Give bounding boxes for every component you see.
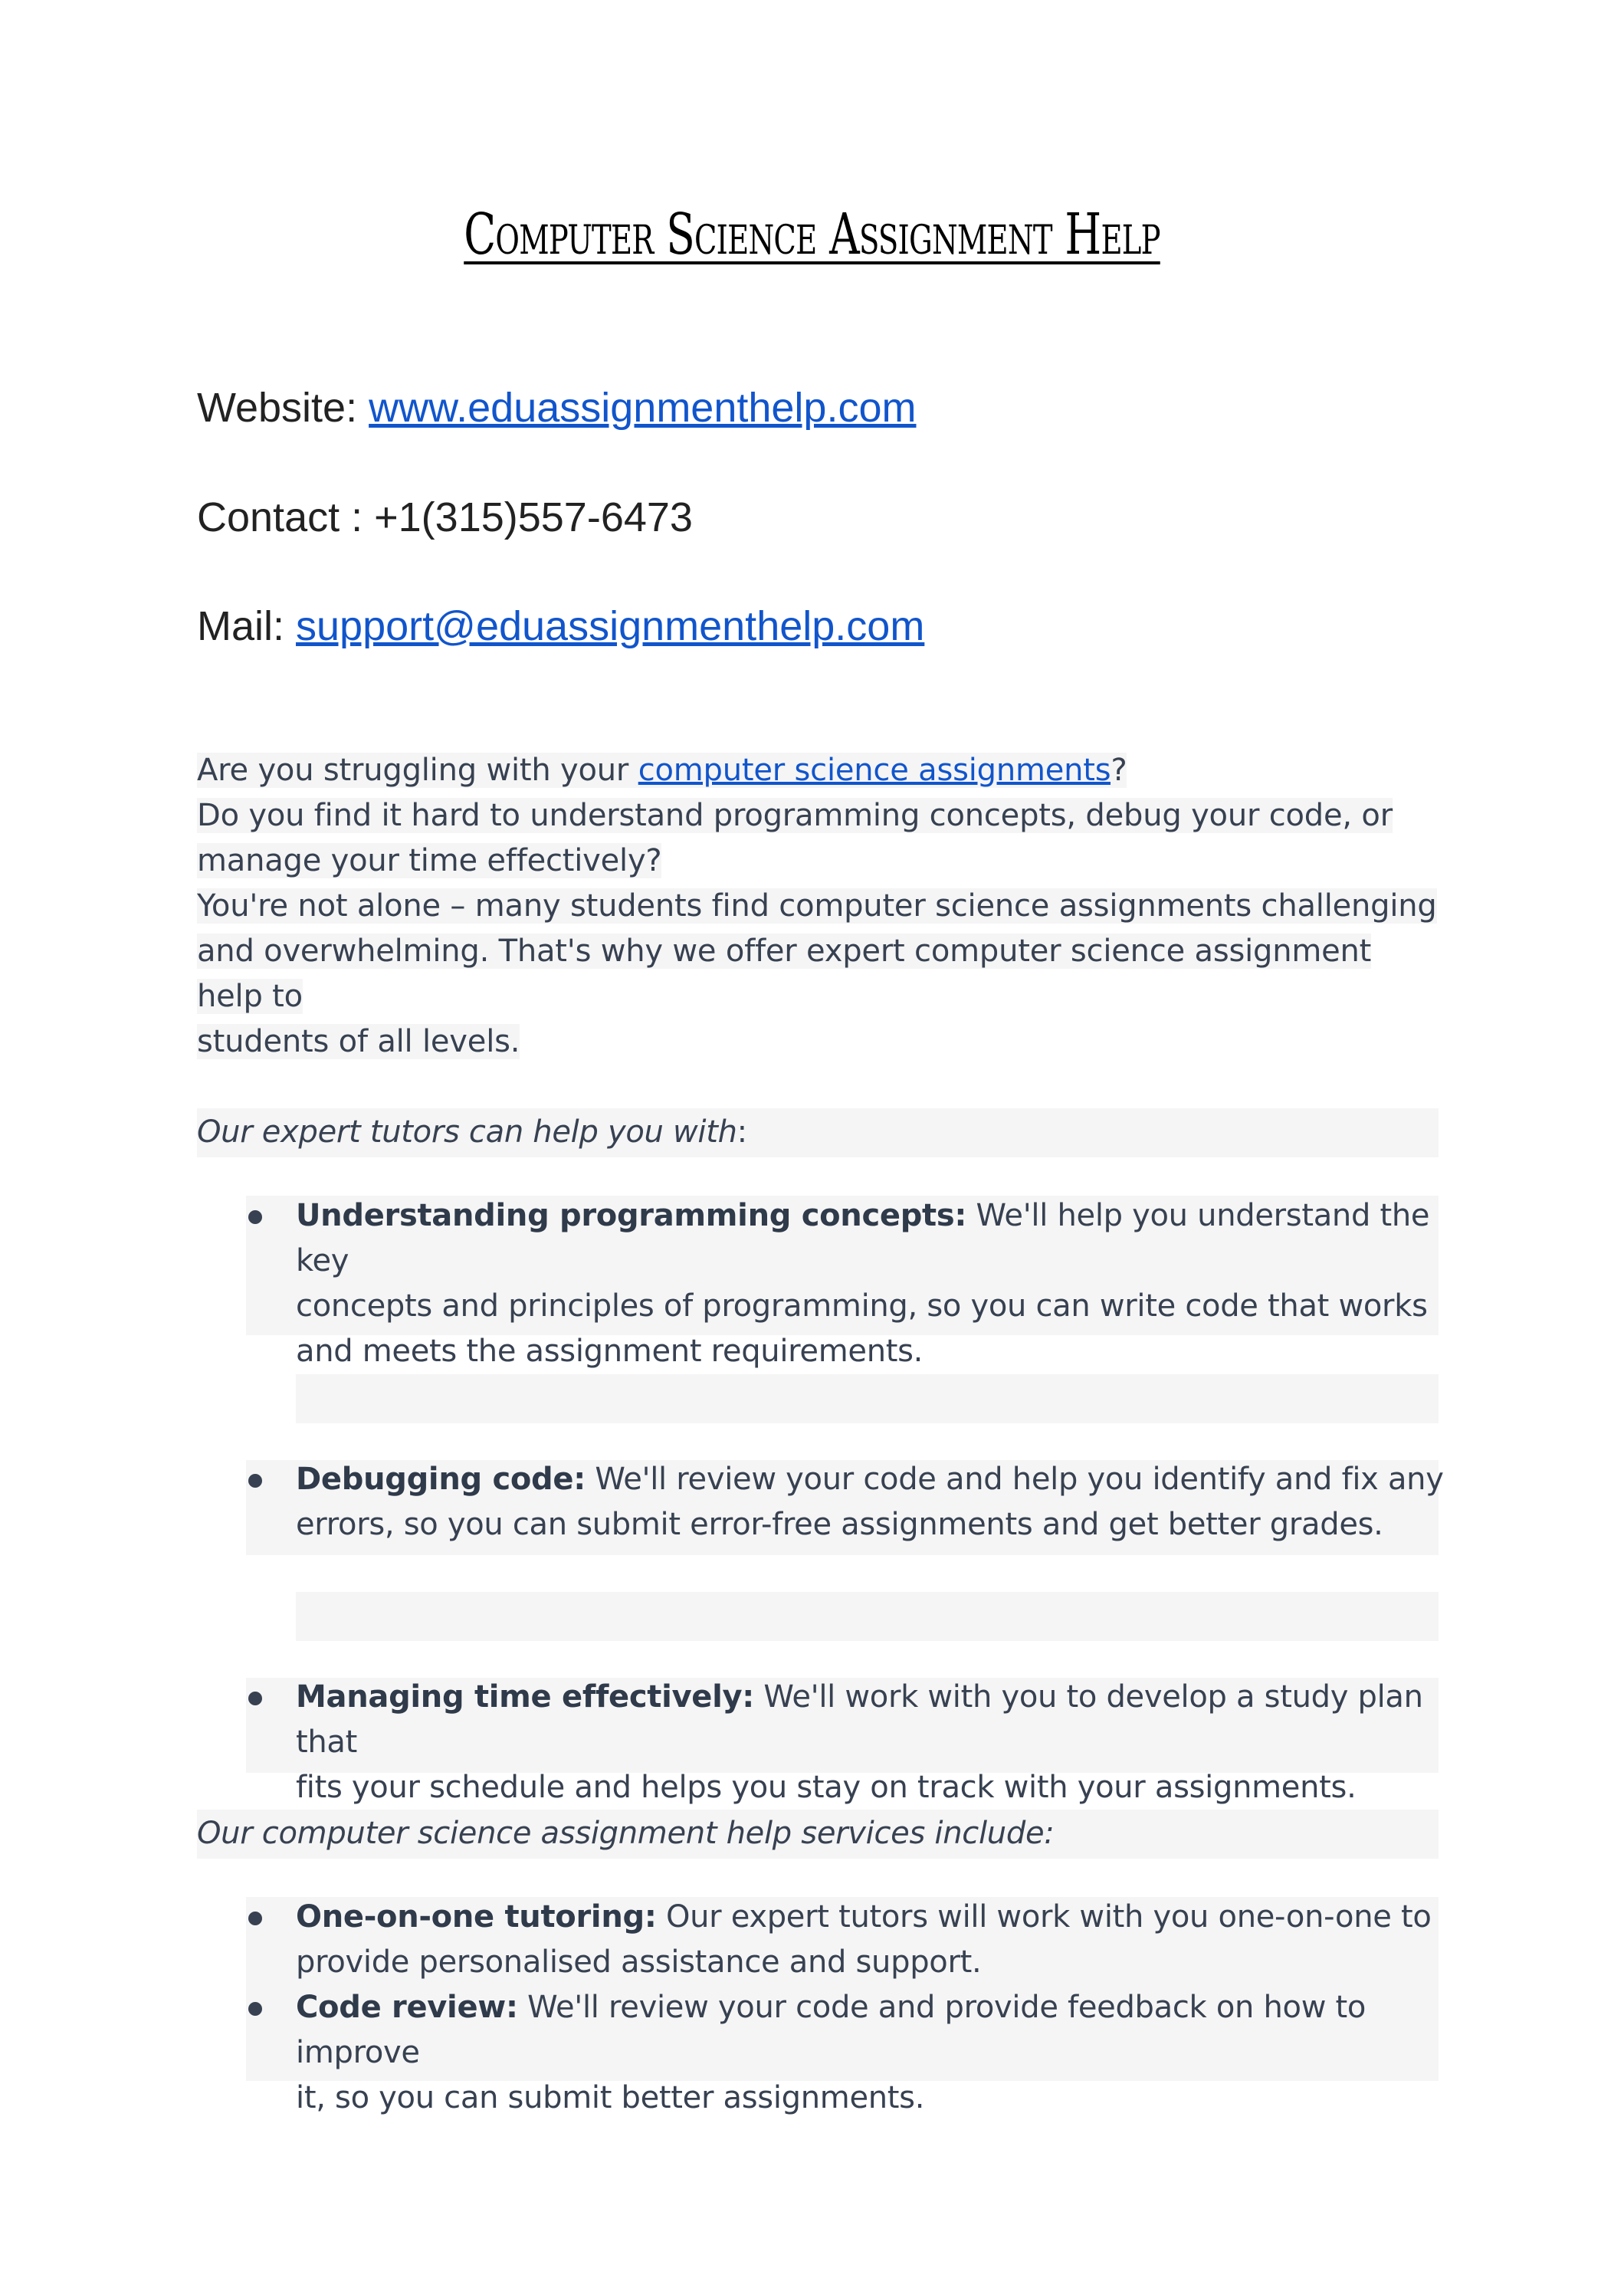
- tutors-heading-text: Our expert tutors can help you with: [197, 1114, 737, 1150]
- services-heading: [197, 1810, 1054, 1857]
- tutor-item-3-line-1: [296, 1675, 1445, 1765]
- tutor-item-1-line-2: concepts and principles of programming, so you can write code that works: [296, 1288, 1428, 1324]
- mail-line: [197, 602, 924, 651]
- service-item-1-title: One-on-one tutoring:: [296, 1899, 657, 1935]
- tutor-item-3-text-1: We'll work with you to develop a study plan that: [296, 1679, 1423, 1760]
- intro-line-2-text: Do you find it hard to understand programming concepts, debug your code, or: [197, 798, 1393, 833]
- intro-line-2: [197, 793, 1439, 839]
- intro-line-1-end: ?: [1111, 753, 1127, 788]
- tutor-item-1-line-1: [296, 1193, 1445, 1284]
- service-item-2: [296, 1985, 1445, 2121]
- contact-line: [197, 493, 693, 543]
- title-text: Computer Science Assignment Help: [464, 202, 1160, 267]
- intro-line-1-text: Are you struggling with your: [197, 753, 638, 788]
- tutor-item-1-text-1: We'll help you understand the key: [296, 1198, 1430, 1278]
- service-item-2-title: Code review:: [296, 1990, 518, 2025]
- tutor-item-2-text-1: We'll review your code and help you identify and fix any: [585, 1462, 1444, 1497]
- intro-line-3: [197, 839, 1439, 884]
- tutor-item-2-title: Debugging code:: [296, 1462, 586, 1497]
- intro-line-3-text: manage your time effectively?: [197, 843, 662, 878]
- intro-line-5-text: and overwhelming. That's why we offer expert computer science assignment help to: [197, 934, 1372, 1014]
- bullet-icon: [248, 2002, 262, 2016]
- intro-paragraph: [197, 748, 1439, 1065]
- bullet-icon: [248, 1692, 262, 1705]
- assignments-link[interactable]: computer science assignments: [638, 753, 1111, 788]
- tutor-item-2-line-1: [296, 1457, 1445, 1502]
- service-item-2-text-1: We'll review your code and provide feedback on how to improve: [296, 1990, 1366, 2070]
- empty-row-bg: [296, 1374, 1439, 1423]
- intro-line-1: [197, 748, 1439, 793]
- tutors-heading-colon: :: [737, 1114, 747, 1150]
- mail-link[interactable]: support@eduassignmenthelp.com: [296, 603, 925, 649]
- website-label: Website:: [197, 385, 369, 431]
- tutor-item-2-line-2: errors, so you can submit error-free assignments and get better grades.: [296, 1507, 1383, 1542]
- tutor-item-1-title: Understanding programming concepts:: [296, 1198, 967, 1233]
- page-title: [211, 201, 1412, 269]
- bullet-icon: [248, 1210, 262, 1224]
- service-item-1-text-1: Our expert tutors will work with you one-on-one to: [656, 1899, 1432, 1935]
- services-heading-text: Our computer science assignment help services include:: [197, 1816, 1055, 1851]
- tutor-item-2: [296, 1457, 1445, 1547]
- bullet-icon: [248, 1912, 262, 1925]
- website-line: [197, 383, 916, 433]
- service-item-2-line-1: [296, 1985, 1445, 2076]
- service-item-2-line-2: it, so you can submit better assignments.: [296, 2080, 925, 2115]
- intro-line-4: [197, 884, 1439, 929]
- service-item-1: [296, 1895, 1445, 1985]
- service-item-1-line-2: provide personalised assistance and support.: [296, 1944, 982, 1980]
- tutor-item-3: [296, 1675, 1445, 1810]
- tutor-item-1-line-3: and meets the assignment requirements.: [296, 1334, 924, 1369]
- tutors-heading: [197, 1108, 747, 1156]
- tutor-item-3-title: Managing time effectively:: [296, 1679, 755, 1715]
- mail-label: Mail:: [197, 603, 297, 649]
- service-item-1-line-1: [296, 1895, 1445, 1940]
- intro-line-5: [197, 929, 1439, 1019]
- empty-row-bg: [296, 1592, 1439, 1641]
- tutor-item-1: [296, 1193, 1445, 1374]
- intro-line-6: [197, 1019, 1439, 1065]
- intro-line-6-text: students of all levels.: [197, 1024, 520, 1059]
- contact-phone: +1(315)557-6473: [374, 494, 693, 540]
- website-link[interactable]: www.eduassignmenthelp.com: [369, 385, 917, 431]
- tutor-item-3-line-2: fits your schedule and helps you stay on track with your assignments.: [296, 1770, 1357, 1805]
- contact-label: Contact :: [197, 494, 375, 540]
- bullet-icon: [248, 1474, 262, 1488]
- intro-line-4-text: You're not alone – many students find computer science assignments challenging: [197, 888, 1437, 924]
